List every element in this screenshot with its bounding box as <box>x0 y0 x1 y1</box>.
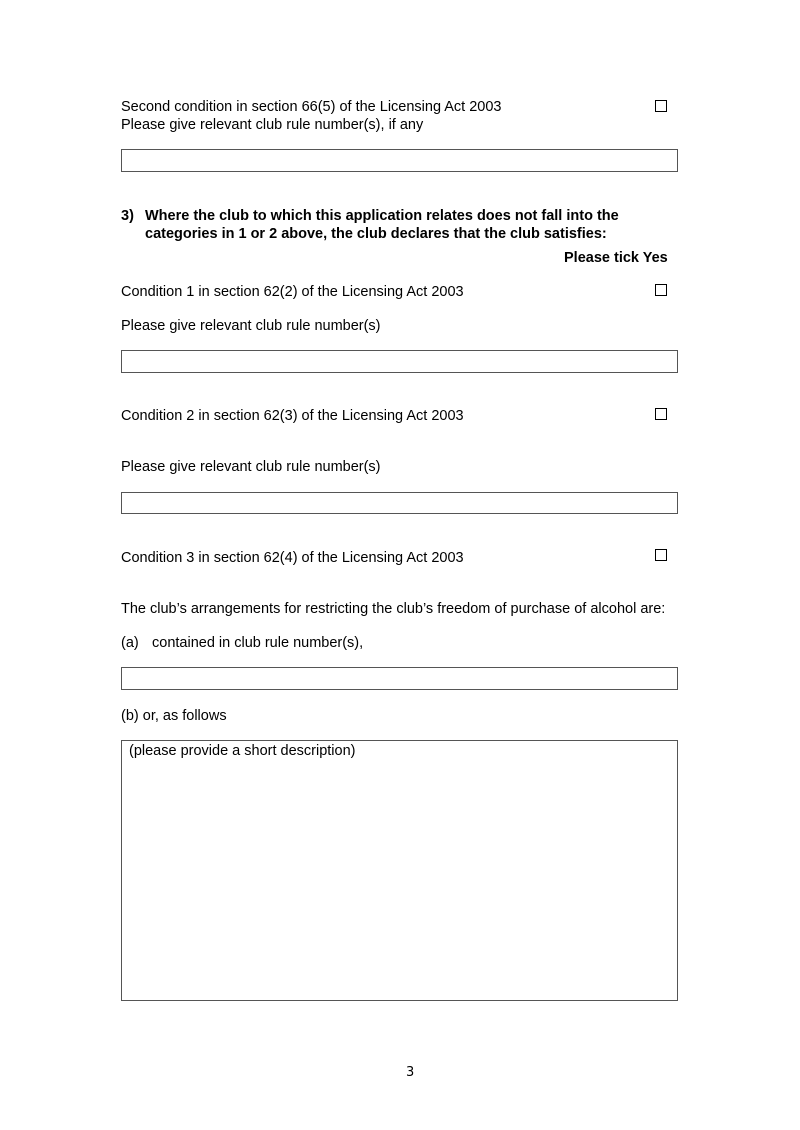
condition1-label: Condition 1 in section 62(2) of the Licensing Act 2003 <box>121 284 464 300</box>
condition1-checkbox[interactable] <box>655 284 667 296</box>
option-a-rule-number-field[interactable] <box>121 667 678 690</box>
option-b-text: (b) or, as follows <box>121 708 227 724</box>
condition2-rule-number-field[interactable] <box>121 492 678 514</box>
condition2-label: Condition 2 in section 62(3) of the Licensing Act 2003 <box>121 408 464 424</box>
second-condition-rule-number-field[interactable] <box>121 149 678 172</box>
condition2-checkbox[interactable] <box>655 408 667 420</box>
second-condition-checkbox[interactable] <box>655 100 667 112</box>
condition3-checkbox[interactable] <box>655 549 667 561</box>
description-placeholder: (please provide a short description) <box>129 743 356 759</box>
arrangements-intro: The club’s arrangements for restricting the club’s freedom of purchase of alcohol are: <box>121 601 666 617</box>
second-condition-label: Second condition in section 66(5) of the Licensing Act 2003 <box>121 99 502 115</box>
option-a-text: contained in club rule number(s), <box>152 635 364 651</box>
condition2-rule-prompt: Please give relevant club rule number(s) <box>121 459 381 475</box>
description-textarea[interactable] <box>121 740 678 1001</box>
condition1-rule-prompt: Please give relevant club rule number(s) <box>121 318 381 334</box>
condition3-label: Condition 3 in section 62(4) of the Licensing Act 2003 <box>121 550 464 566</box>
page-number: 3 <box>406 1065 415 1080</box>
condition1-rule-number-field[interactable] <box>121 350 678 373</box>
please-tick-yes-label: Please tick Yes <box>564 250 668 266</box>
option-a-marker: (a) <box>121 635 139 651</box>
section3-number: 3) <box>121 208 134 224</box>
section3-heading-line1: Where the club to which this application relates does not fall into the <box>145 208 619 224</box>
section3-heading-line2: categories in 1 or 2 above, the club declares that the club satisfies: <box>145 226 607 242</box>
second-condition-rule-prompt: Please give relevant club rule number(s), if any <box>121 117 424 133</box>
